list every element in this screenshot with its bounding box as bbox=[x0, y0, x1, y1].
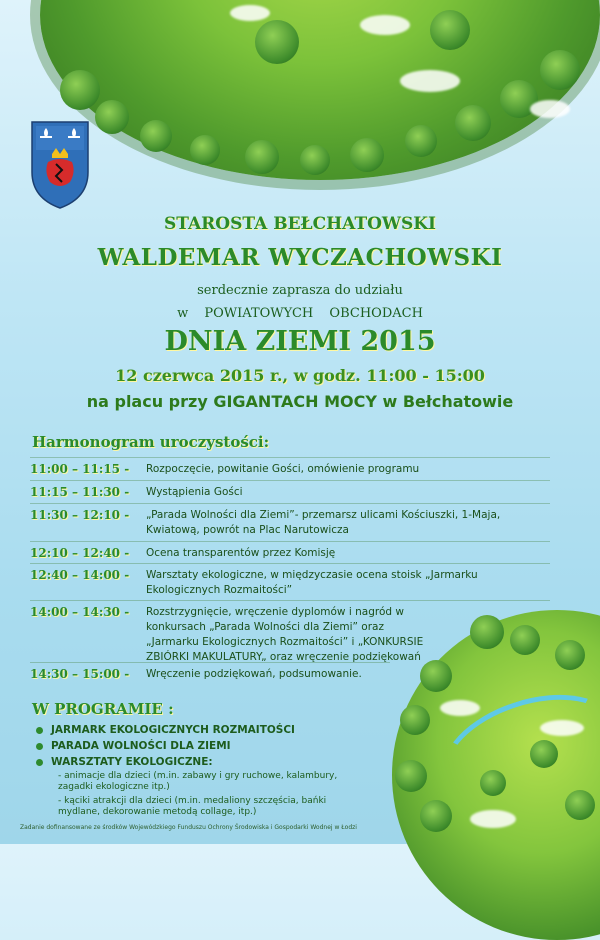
schedule-time: 11:00 – 11:15 - bbox=[30, 462, 130, 476]
celebration-w: w bbox=[177, 306, 189, 321]
program-title: W PROGRAMIE : bbox=[32, 700, 174, 718]
host-name: WALDEMAR WYCZACHOWSKI bbox=[97, 244, 503, 271]
schedule-text: Ocena transparentów przez Komisję bbox=[146, 547, 336, 559]
event-title: DNIA ZIEMI 2015 bbox=[164, 326, 436, 357]
divider bbox=[30, 662, 390, 663]
divider bbox=[30, 457, 550, 458]
program-item-label: WARSZTATY EKOLOGICZNE: bbox=[51, 756, 213, 768]
divider bbox=[30, 563, 550, 564]
schedule-time: 14:30 – 15:00 - bbox=[30, 667, 130, 681]
schedule-text: Warsztaty ekologiczne, w międzyczasie ocena stoisk „Jarmarku Ekologicznych Rozmaitości” bbox=[146, 569, 478, 596]
schedule-title: Harmonogram uroczystości: bbox=[32, 433, 270, 451]
schedule-text: Wystąpienia Gości bbox=[146, 486, 243, 498]
program-item-label: PARADA WOLNOŚCI DLA ZIEMI bbox=[51, 740, 231, 752]
schedule-time: 11:15 – 11:30 - bbox=[30, 485, 130, 499]
schedule-time: 12:40 – 14:00 - bbox=[30, 568, 130, 582]
coat-of-arms-icon bbox=[30, 120, 90, 210]
program-sub-item: - animacje dla dzieci (m.in. zabawy i gry ruchowe, kalambury, zagadki ekologiczne itp.) bbox=[58, 771, 338, 792]
invite-text: serdecznie zaprasza do udziału bbox=[197, 283, 403, 298]
bullet-icon bbox=[36, 743, 43, 750]
starosta-title: STAROSTA BEŁCHATOWSKI bbox=[163, 214, 437, 234]
program-item bbox=[36, 740, 231, 752]
schedule-time: 11:30 – 12:10 - bbox=[30, 508, 130, 522]
schedule-text: Rozstrzygnięcie, wręczenie dyplomów i nagród w konkursach „Parada Wolności dla Ziemi” oraz „Jarmarku Ekologicznych Rozmaitości” i „KONKURSIE ZBIÓRKI MAKULATURY„ oraz wręczenie podziękowań bbox=[146, 606, 424, 663]
bullet-icon bbox=[36, 759, 43, 766]
celebration-line bbox=[0, 306, 600, 321]
schedule-time: 12:10 – 12:40 - bbox=[30, 546, 130, 560]
program-item bbox=[36, 724, 295, 736]
event-place: na placu przy GIGANTACH MOCY w Bełchatowie bbox=[86, 392, 514, 411]
celebration-word-1: POWIATOWYCH bbox=[204, 306, 314, 321]
divider bbox=[30, 503, 550, 504]
birds-decoration bbox=[180, 172, 400, 196]
program-sub-item: - kąciki atrakcji dla dzieci (m.in. medaliony szczęścia, bańki mydlane, dekorowanie metodą collage, itp.) bbox=[58, 796, 327, 817]
divider bbox=[30, 600, 550, 601]
program-item bbox=[36, 756, 213, 768]
footer-note: Zadanie dofinansowane ze środków Wojewódzkiego Funduszu Ochrony Środowiska i Gospodarki Wodnej w Łodzi bbox=[20, 824, 357, 831]
schedule-text: Rozpoczęcie, powitanie Gości, omówienie programu bbox=[146, 463, 420, 475]
program-item-label: JARMARK EKOLOGICZNYCH ROZMAITOŚCI bbox=[51, 724, 295, 736]
schedule-text: Wręczenie podziękowań, podsumowanie. bbox=[146, 668, 362, 680]
event-date: 12 czerwca 2015 r., w godz. 11:00 - 15:00 bbox=[115, 366, 485, 385]
celebration-word-2: OBCHODACH bbox=[329, 306, 423, 321]
bullet-icon bbox=[36, 727, 43, 734]
divider bbox=[30, 480, 550, 481]
schedule-time: 14:00 – 14:30 - bbox=[30, 605, 130, 619]
divider bbox=[30, 541, 550, 542]
schedule-text: „Parada Wolności dla Ziemi”- przemarsz ulicami Kościuszki, 1-Maja, Kwiatową, powrót na Plac Narutowicza bbox=[146, 509, 501, 536]
